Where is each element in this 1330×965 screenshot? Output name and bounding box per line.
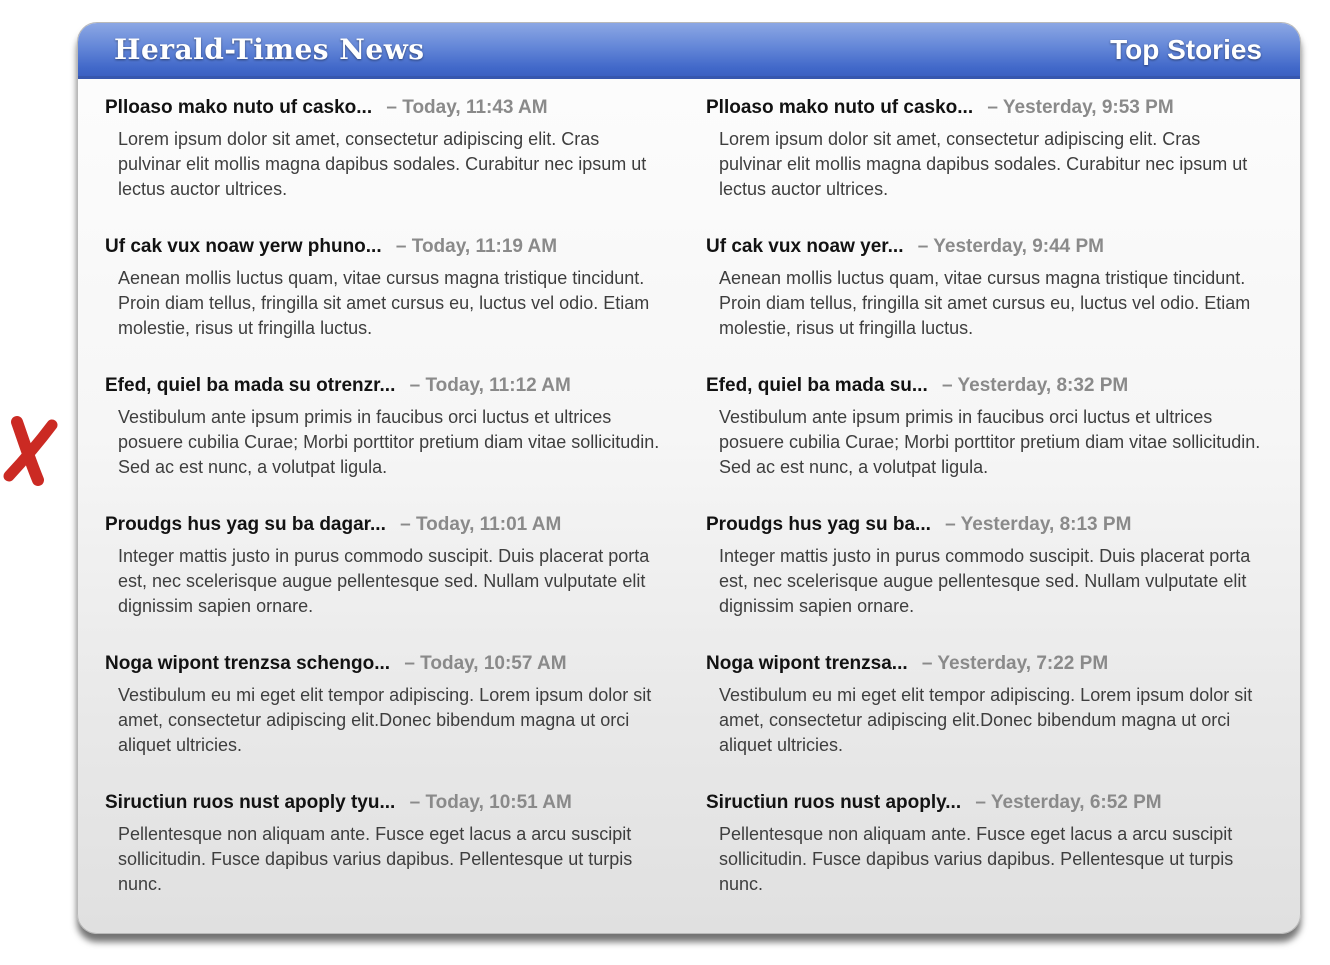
news-headline[interactable]: Noga wipont trenzsa... xyxy=(706,653,908,674)
news-timestamp: – Yesterday, 9:44 PM xyxy=(917,236,1105,257)
section-title: Top Stories xyxy=(1110,33,1262,65)
news-item[interactable] xyxy=(105,234,662,341)
news-item[interactable] xyxy=(706,234,1263,341)
news-headline[interactable]: Plloaso mako nuto uf casko... xyxy=(706,97,974,118)
news-item-header xyxy=(105,512,662,538)
news-reader-panel xyxy=(77,22,1301,934)
news-item-header xyxy=(706,790,1263,816)
news-item[interactable] xyxy=(706,373,1263,480)
news-timestamp: – Today, 11:12 AM xyxy=(409,375,571,396)
news-summary: Vestibulum ante ipsum primis in faucibus orci luctus et ultrices posuere cubilia Curae; Morbi porttitor pretium diam vitae sollicitudin. Sed ac est nunc, a volutpat ligula. xyxy=(719,407,1261,477)
news-item[interactable] xyxy=(706,95,1263,202)
news-item-header xyxy=(105,234,662,260)
news-item-header xyxy=(706,95,1263,121)
news-timestamp: – Yesterday, 8:32 PM xyxy=(942,375,1129,396)
news-summary: Integer mattis justo in purus commodo suscipit. Duis placerat porta est, nec scelerisque augue pellentesque sed. Nullam vulputate elit dignissim sapien ornare. xyxy=(719,546,1251,616)
news-summary: Vestibulum eu mi eget elit tempor adipiscing. Lorem ipsum dolor sit amet, consectetur adipiscing elit.Donec bibendum magna ut orci aliquet ultricies. xyxy=(719,685,1253,755)
panel-header xyxy=(78,23,1300,79)
news-timestamp: – Today, 10:51 AM xyxy=(409,792,572,813)
news-timestamp: – Today, 11:43 AM xyxy=(386,97,548,118)
news-summary: Aenean mollis luctus quam, vitae cursus magna tristique tincidunt. Proin diam tellus, fringilla sit amet cursus eu, luctus vel odio. Etiam molestie, risus ut fringilla luctus. xyxy=(118,268,650,338)
news-item-header xyxy=(706,651,1263,677)
news-timestamp: – Yesterday, 8:13 PM xyxy=(945,514,1132,535)
news-summary: Lorem ipsum dolor sit amet, consectetur adipiscing elit. Cras pulvinar elit mollis magna dapibus sodales. Curabitur nec ipsum ut lectus auctor ultrices. xyxy=(719,129,1248,199)
news-item-header xyxy=(706,512,1263,538)
news-headline[interactable]: Uf cak vux noaw yerw phuno... xyxy=(105,236,382,257)
stories-content xyxy=(78,79,1300,929)
news-item-header xyxy=(105,95,662,121)
news-timestamp: – Yesterday, 6:52 PM xyxy=(975,792,1162,813)
news-timestamp: – Yesterday, 9:53 PM xyxy=(987,97,1174,118)
news-timestamp: – Today, 10:57 AM xyxy=(404,653,567,674)
news-item-header xyxy=(105,651,662,677)
news-summary: Vestibulum ante ipsum primis in faucibus orci luctus et ultrices posuere cubilia Curae; Morbi porttitor pretium diam vitae sollicitudin. Sed ac est nunc, a volutpat ligula. xyxy=(118,407,660,477)
news-summary: Vestibulum eu mi eget elit tempor adipiscing. Lorem ipsum dolor sit amet, consectetur adipiscing elit.Donec bibendum magna ut orci aliquet ultricies. xyxy=(118,685,652,755)
news-timestamp: – Today, 11:19 AM xyxy=(395,236,558,257)
news-summary: Pellentesque non aliquam ante. Fusce eget lacus a arcu suscipit sollicitudin. Fusce dapibus varius dapibus. Pellentesque ut turpis nunc. xyxy=(118,824,633,894)
news-summary: Aenean mollis luctus quam, vitae cursus magna tristique tincidunt. Proin diam tellus, fringilla sit amet cursus eu, luctus vel odio. Etiam molestie, risus ut fringilla luctus. xyxy=(719,268,1251,338)
news-item[interactable] xyxy=(105,512,662,619)
news-headline[interactable]: Siructiun ruos nust apoply tyu... xyxy=(105,792,396,813)
news-item-header xyxy=(105,790,662,816)
red-x-annotation-icon xyxy=(2,413,60,489)
news-headline[interactable]: Uf cak vux noaw yer... xyxy=(706,236,904,257)
news-headline[interactable]: Plloaso mako nuto uf casko... xyxy=(105,97,373,118)
news-summary: Integer mattis justo in purus commodo suscipit. Duis placerat porta est, nec scelerisque augue pellentesque sed. Nullam vulputate elit dignissim sapien ornare. xyxy=(118,546,650,616)
news-timestamp: – Yesterday, 7:22 PM xyxy=(921,653,1109,674)
news-item[interactable] xyxy=(706,512,1263,619)
news-headline[interactable]: Proudgs hus yag su ba dagar... xyxy=(105,514,386,535)
column-today xyxy=(105,95,662,929)
x-mark-svg xyxy=(2,413,60,489)
news-item[interactable] xyxy=(105,651,662,758)
app-title: Herald-Times News xyxy=(114,33,425,66)
news-item-header xyxy=(706,234,1263,260)
news-timestamp: – Today, 11:01 AM xyxy=(400,514,562,535)
news-item-header xyxy=(706,373,1263,399)
news-headline[interactable]: Efed, quiel ba mada su otrenzr... xyxy=(105,375,396,396)
news-item[interactable] xyxy=(105,373,662,480)
news-headline[interactable]: Noga wipont trenzsa schengo... xyxy=(105,653,391,674)
news-summary: Pellentesque non aliquam ante. Fusce eget lacus a arcu suscipit sollicitudin. Fusce dapibus varius dapibus. Pellentesque ut turpis nunc. xyxy=(719,824,1234,894)
news-item-header xyxy=(105,373,662,399)
news-headline[interactable]: Proudgs hus yag su ba... xyxy=(706,514,931,535)
news-headline[interactable]: Efed, quiel ba mada su... xyxy=(706,375,928,396)
news-item[interactable] xyxy=(105,790,662,897)
news-item[interactable] xyxy=(706,790,1263,897)
news-item[interactable] xyxy=(706,651,1263,758)
news-headline[interactable]: Siructiun ruos nust apoply... xyxy=(706,792,962,813)
news-item[interactable] xyxy=(105,95,662,202)
column-yesterday xyxy=(706,95,1263,929)
news-summary: Lorem ipsum dolor sit amet, consectetur adipiscing elit. Cras pulvinar elit mollis magna dapibus sodales. Curabitur nec ipsum ut lectus auctor ultrices. xyxy=(118,129,647,199)
